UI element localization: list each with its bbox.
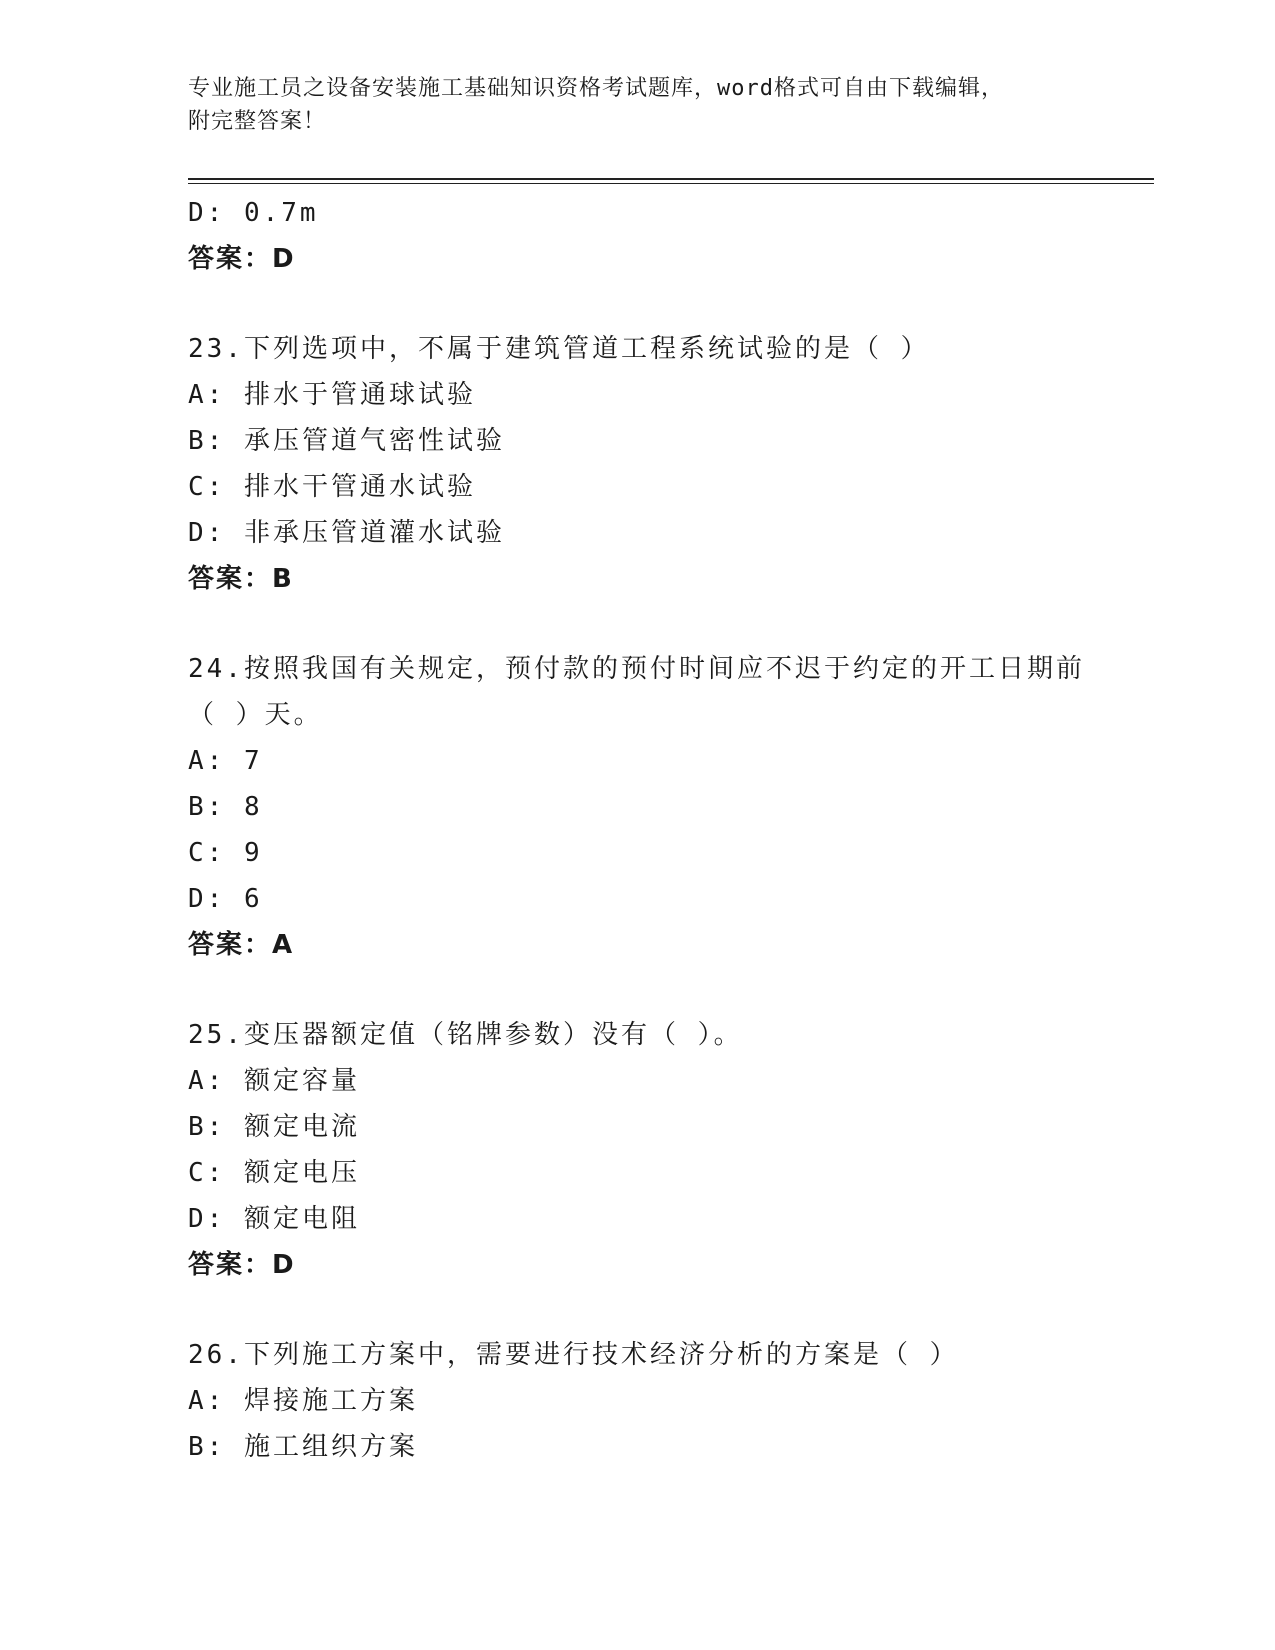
option-d: D: 6 <box>188 884 263 914</box>
option-b: B: 额定电流 <box>188 1112 360 1142</box>
header-line-2: 附完整答案！ <box>188 109 327 134</box>
option-b: B: 8 <box>188 792 263 822</box>
question-stem: 26.下列施工方案中，需要进行技术经济分析的方案是（ ） <box>188 1340 959 1370</box>
option-b: B: 施工组织方案 <box>188 1432 418 1462</box>
answer-label: 答案：A <box>188 930 295 960</box>
option-a: A: 7 <box>188 746 263 776</box>
spacer <box>188 1288 1128 1332</box>
spacer <box>188 602 1128 646</box>
header-line-1: 专业施工员之设备安装施工基础知识资格考试题库，word格式可自由下载编辑， <box>188 76 1004 101</box>
option-b: B: 承压管道气密性试验 <box>188 426 505 456</box>
option-c: C: 9 <box>188 838 263 868</box>
answer-label: 答案：D <box>188 1250 296 1280</box>
question-list <box>188 190 1128 1470</box>
option-d: D: 非承压管道灌水试验 <box>188 518 505 548</box>
answer-label: 答案：B <box>188 564 294 594</box>
document-header <box>188 72 1088 138</box>
option-a: A: 焊接施工方案 <box>188 1386 418 1416</box>
option-a: A: 排水于管通球试验 <box>188 380 476 410</box>
question-stem: 25.变压器额定值（铭牌参数）没有（ ）。 <box>188 1020 743 1050</box>
answer-label: 答案：D <box>188 244 296 274</box>
option-a: A: 额定容量 <box>188 1066 360 1096</box>
header-divider-thin <box>188 183 1154 184</box>
question-stem: 23.下列选项中，不属于建筑管道工程系统试验的是（ ） <box>188 334 930 364</box>
question-stem-line-1: 24.按照我国有关规定，预付款的预付时间应不迟于约定的开工日期前 <box>188 654 1085 684</box>
option-c: C: 排水干管通水试验 <box>188 472 476 502</box>
header-divider-thick <box>188 178 1154 180</box>
option-d: D: 额定电阻 <box>188 1204 360 1234</box>
spacer <box>188 282 1128 326</box>
question-stem-line-2: （ ）天。 <box>188 700 323 730</box>
option-c: C: 额定电压 <box>188 1158 360 1188</box>
spacer <box>188 968 1128 1012</box>
option-d: D: 0.7m <box>188 198 319 228</box>
